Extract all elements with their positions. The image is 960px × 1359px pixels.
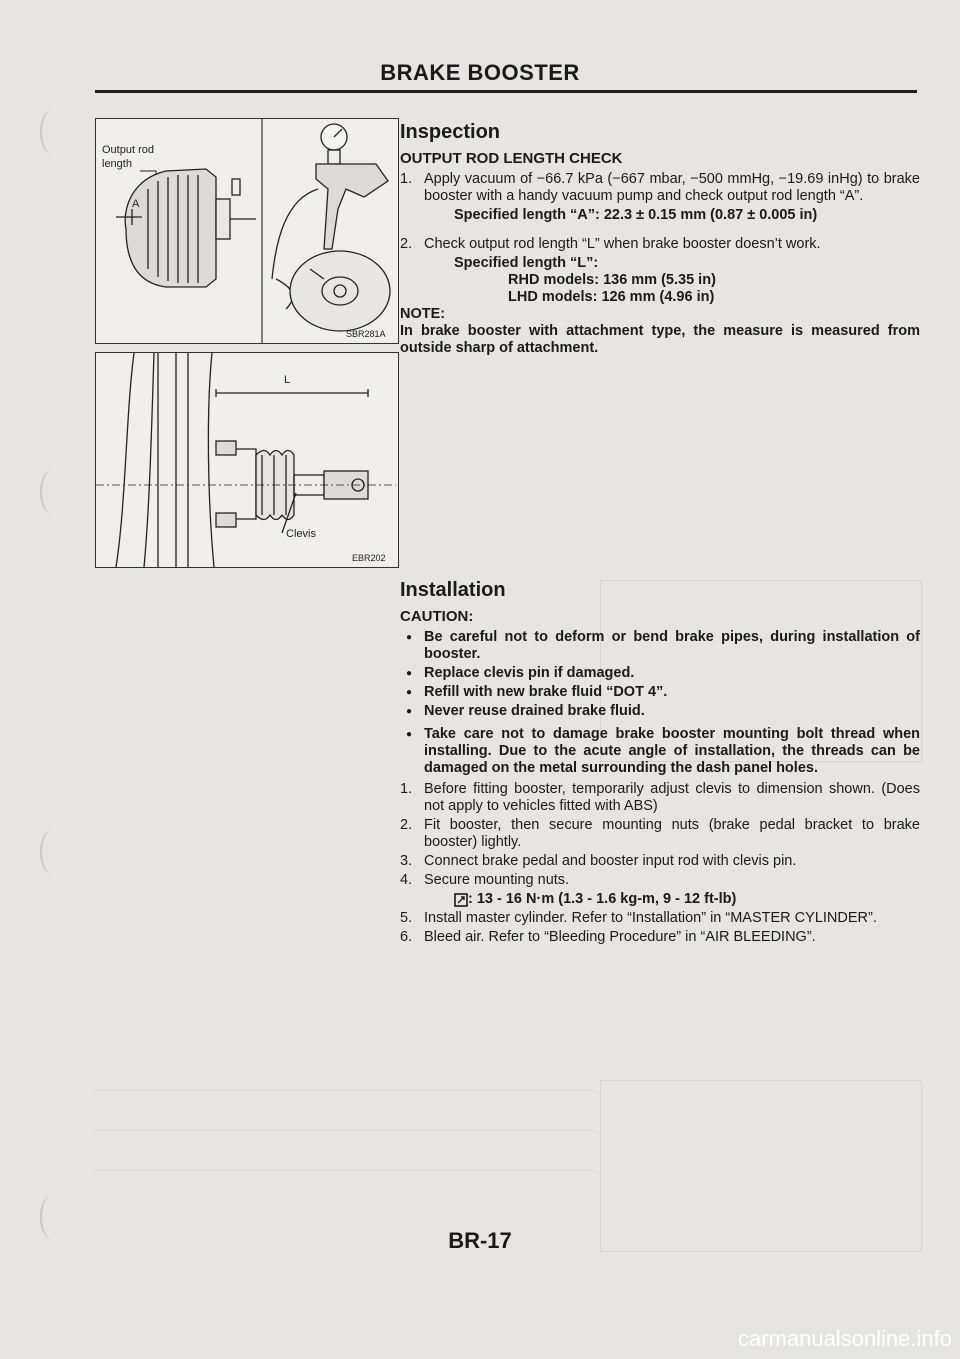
note-label: NOTE:	[400, 306, 446, 322]
punch-hole	[40, 470, 64, 514]
caution-item: ● Be careful not to deform or bend brake pipes, during installation of booster.	[400, 629, 920, 663]
installation-step: 3. Connect brake pedal and booster input rod with clevis pin.	[400, 853, 797, 869]
caution-item: ● Take care not to damage brake booster mounting bolt thread when installing. Due to the acute angle of installation, the threads can be damaged on the metal surrounding the dash panel holes.	[400, 726, 920, 777]
ghost-rule	[95, 1170, 595, 1171]
fig2-label-clevis: Clevis	[286, 528, 316, 540]
torque-wrench-icon	[454, 893, 468, 907]
torque-spec: : 13 - 16 N·m (1.3 - 1.6 kg-m, 9 - 12 ft-lb)	[400, 891, 920, 908]
spec-length-a: Specified length “A”: 22.3 ± 0.15 mm (0.87 ± 0.005 in)	[454, 207, 818, 223]
figure-clevis-drawing	[96, 353, 398, 567]
installation-step: 5. Install master cylinder. Refer to “Installation” in “MASTER CYLINDER”.	[400, 910, 877, 926]
fig1-label-output-rod: Output rod	[102, 144, 154, 156]
step-number: 1.	[400, 171, 413, 187]
spec-lhd: LHD models: 126 mm (4.96 in)	[508, 289, 715, 305]
inspection-step	[400, 171, 920, 205]
note-text: In brake booster with attachment type, the measure is measured from outside sharp of attachment.	[400, 323, 920, 356]
inspection-title: Inspection	[400, 121, 501, 143]
figure-output-rod-drawing	[96, 119, 398, 343]
installation-step: 6. Bleed air. Refer to “Bleeding Procedure” in “AIR BLEEDING”.	[400, 929, 816, 945]
punch-hole	[40, 830, 64, 874]
inspection-section	[400, 120, 920, 357]
bullet-icon: ●	[406, 632, 413, 643]
step-text: Apply vacuum of −66.7 kPa (−667 mbar, −500 mmHg, −19.69 inHg) to brake booster with a handy vacuum pump and check output rod length “A”.	[424, 171, 920, 204]
installation-title: Installation	[400, 579, 506, 601]
page-header-title: BRAKE BOOSTER	[380, 60, 580, 85]
fig2-label-l: L	[284, 374, 291, 386]
fig1-label-length: length	[102, 158, 132, 170]
spec-length-l: Specified length “L”:	[454, 255, 599, 271]
inspection-step	[400, 236, 920, 253]
ghost-rule	[95, 1130, 595, 1131]
bullet-icon: ●	[406, 729, 413, 740]
figure-output-rod-check	[95, 118, 399, 344]
header-rule	[95, 90, 917, 93]
page-number: BR-17	[448, 1228, 512, 1253]
installation-step: 1. Before fitting booster, temporarily adjust clevis to dimension shown. (Does not apply to vehicles fitted with ABS)	[400, 781, 920, 814]
installation-step: 4. Secure mounting nuts.	[400, 872, 570, 888]
caution-item: ● Replace clevis pin if damaged.	[400, 665, 920, 682]
bullet-icon: ●	[406, 706, 413, 717]
bullet-icon: ●	[406, 687, 413, 698]
fig1-code: SBR281A	[346, 329, 386, 339]
installation-step: 2. Fit booster, then secure mounting nuts (brake pedal bracket to brake booster) lightly.	[400, 817, 920, 850]
fig2-code: EBR202	[352, 553, 386, 563]
watermark-text: carmanualsonline.info	[737, 1326, 952, 1351]
step-number: 2.	[400, 236, 413, 252]
figure-clevis-length	[95, 352, 399, 568]
caution-item: ● Never reuse drained brake fluid.	[400, 703, 920, 720]
ghost-figure	[600, 1080, 922, 1252]
caution-label: CAUTION:	[400, 608, 474, 625]
punch-hole	[40, 110, 64, 154]
caution-item: ● Refill with new brake fluid “DOT 4”.	[400, 684, 920, 701]
spec-rhd: RHD models: 136 mm (5.35 in)	[508, 272, 716, 288]
step-text: Check output rod length “L” when brake booster doesn’t work.	[424, 236, 821, 252]
installation-section	[400, 578, 920, 948]
output-rod-length-check-subtitle: OUTPUT ROD LENGTH CHECK	[400, 150, 623, 167]
fig1-label-a: A	[132, 198, 140, 210]
bullet-icon: ●	[406, 668, 413, 679]
ghost-rule	[95, 1090, 595, 1091]
